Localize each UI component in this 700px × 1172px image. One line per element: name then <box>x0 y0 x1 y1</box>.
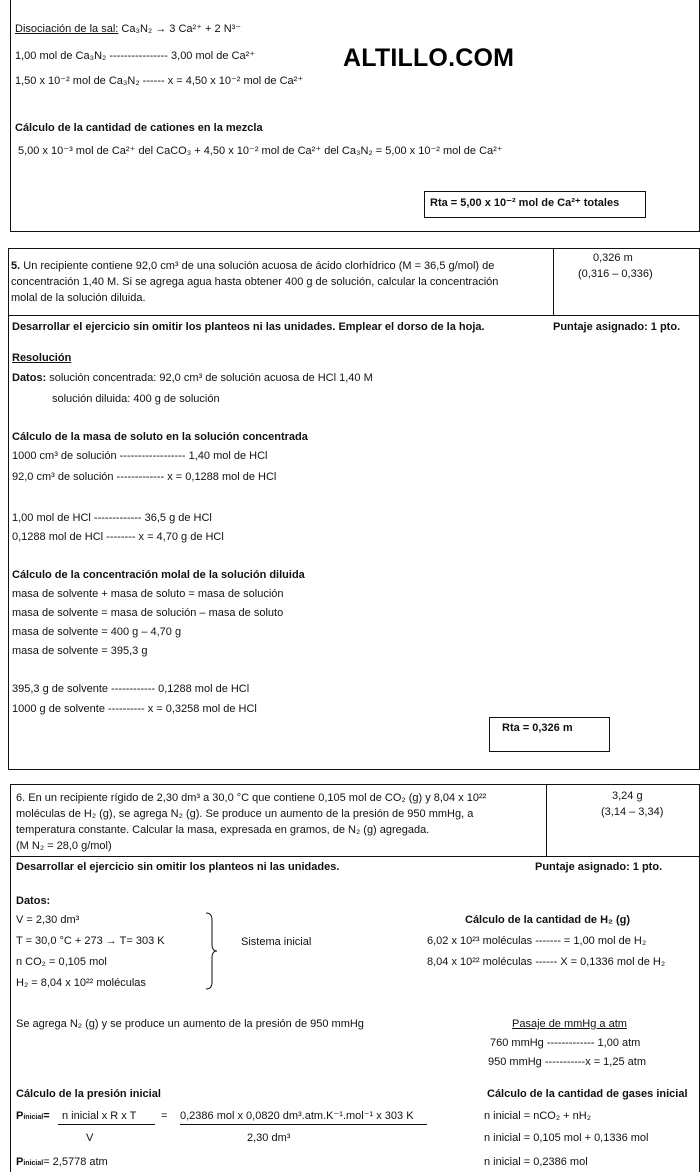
pressure-subscript: inicial <box>23 1114 44 1121</box>
initial-gases-line1: n inicial = nCO₂ + nH₂ <box>484 1110 591 1122</box>
initial-gases-line2: n inicial = 0,105 mol + 0,1336 mol <box>484 1132 649 1144</box>
fraction-denominator: V <box>86 1132 94 1144</box>
problem6-datos-4: H₂ = 8,04 x 10²² moléculas <box>16 977 146 989</box>
problem5-resolution-heading: Resolución <box>12 352 72 364</box>
pressure-symbol: P <box>16 1110 24 1122</box>
pressure-conversion-line2: 950 mmHg -----------x = 1,25 atm <box>488 1056 646 1068</box>
problem6-statement-line4: (M N₂ = 28,0 g/mol) <box>16 840 112 852</box>
initial-pressure-heading: Cálculo de la presión inicial <box>16 1088 161 1100</box>
problem5-datos-2: solución diluida: 400 g de solución <box>52 393 220 405</box>
problem6-datos-1: V = 2,30 dm³ <box>16 914 80 926</box>
problem5-range: (0,316 – 0,336) <box>578 268 653 280</box>
initial-gases-line3: n inicial = 0,2386 mol <box>484 1156 588 1168</box>
h2-line2: 8,04 x 10²² moléculas ------ X = 0,1336 mol de H₂ <box>427 956 666 968</box>
initial-pressure-symbol <box>16 1110 50 1124</box>
pressure-subscript-2: inicial <box>23 1160 44 1167</box>
site-logo: ALTILLO.COM <box>343 44 515 72</box>
h2-heading: Cálculo de la cantidad de H₂ (g) <box>465 914 631 926</box>
pressure-conversion-line1: 760 mmHg ------------- 1,00 atm <box>490 1037 641 1049</box>
initial-gases-heading: Cálculo de la cantidad de gases inicial <box>487 1088 688 1100</box>
problem6-datos-3: n CO₂ = 0,105 mol <box>16 956 107 968</box>
problem5-molal-line5: 395,3 g de solvente ------------ 0,1288 mol de HCl <box>12 683 250 695</box>
problem6-result: 3,24 g <box>612 790 643 802</box>
problem5-result-divider <box>553 248 554 315</box>
problem5-datos-line1 <box>12 372 373 386</box>
problem6-statement-line3: temperatura constante. Calcular la masa, expresada en gramos, de N₂ (g) agregada. <box>16 824 430 836</box>
problem5-mass-line4: 0,1288 mol de HCl -------- x = 4,70 g de HCl <box>12 531 224 543</box>
block1-answer: Rta = 5,00 x 10⁻² mol de Ca²⁺ totales <box>430 197 620 209</box>
fraction-bar-values <box>180 1124 427 1125</box>
problem5-molal-line6: 1000 g de solvente ---------- x = 0,3258 mol de HCl <box>12 703 257 715</box>
fraction-numerator: n inicial x R x T <box>62 1110 137 1122</box>
problem5-statement-line1: Un recipiente contiene 92,0 cm³ de una solución acuosa de ácido clorhídrico (M = 36,5 g/mol) de <box>23 260 495 272</box>
problem5-mass-line2: 92,0 cm³ de solución ------------- x = 0,1288 mol de HCl <box>12 471 277 483</box>
problem5-datos-1: solución concentrada: 92,0 cm³ de solución acuosa de HCl 1,40 M <box>49 372 373 384</box>
problem5-molal-line2: masa de solvente = masa de solución – masa de soluto <box>12 607 284 619</box>
pressure-result-value: = 2,5778 atm <box>43 1156 108 1168</box>
brace-icon <box>204 912 218 990</box>
problem6-range: (3,14 – 3,34) <box>601 806 664 818</box>
problem5-answer: Rta = 0,326 m <box>502 722 573 734</box>
problem5-molal-line1: masa de solvente + masa de soluto = masa de solución <box>12 588 284 600</box>
problem6-statement-line1: En un recipiente rígido de 2,30 dm³ a 30,0 °C que contiene 0,105 mol de CO₂ (g) y 8,04 x 10²² <box>28 792 487 804</box>
problem5-statement-line3: molal de la solución diluida. <box>11 292 146 304</box>
problem6-datos-label: Datos: <box>16 895 51 907</box>
dissociation-equation: Ca₃N₂ → 3 Ca²⁺ + 2 N³⁻ <box>121 23 242 35</box>
cations-heading: Cálculo de la cantidad de cationes en la mezcla <box>15 122 263 134</box>
problem6-header-divider <box>10 856 700 857</box>
h2-line1: 6,02 x 10²³ moléculas ------- = 1,00 mol de H₂ <box>427 935 647 947</box>
cations-sum-line: 5,00 x 10⁻³ mol de Ca²⁺ del CaCO₃ + 4,50 x 10⁻² mol de Ca²⁺ del Ca₃N₂ = 5,00 x 10⁻² mol de Ca²⁺ <box>18 145 503 157</box>
problem6-result-divider <box>546 784 547 856</box>
dissociation-label: Disociación de la sal: <box>15 23 119 35</box>
problem5-mass-line3: 1,00 mol de HCl ------------- 36,5 g de HCl <box>12 512 212 524</box>
problem5-statement-line2: concentración 1,40 M. Si se agrega agua hasta obtener 400 g de solución, calcular la concentración <box>11 276 499 288</box>
problem6-statement <box>16 790 486 854</box>
problem5-mass-heading: Cálculo de la masa de soluto en la solución concentrada <box>12 431 308 443</box>
fraction-bar <box>58 1124 155 1125</box>
problem5-header-divider <box>8 315 700 316</box>
problem5-statement <box>11 258 498 306</box>
pressure-conversion-heading: Pasaje de mmHg a atm <box>512 1018 627 1030</box>
initial-system-label: Sistema inicial <box>241 936 312 948</box>
pressure-symbol-2: P <box>16 1156 24 1168</box>
problem5-molal-heading: Cálculo de la concentración molal de la solución diluida <box>12 569 305 581</box>
second-equals: = <box>161 1110 168 1122</box>
problem6-instructions: Desarrollar el ejercicio sin omitir los planteos ni las unidades. <box>16 861 340 873</box>
problem5-datos-label: Datos: <box>12 372 47 384</box>
problem6-statement-line2: moléculas de H₂ (g), se agrega N₂ (g). Se produce un aumento de la presión de 950 mmHg, a <box>16 808 474 820</box>
problem5-molal-line4: masa de solvente = 395,3 g <box>12 645 148 657</box>
problem6-datos-2: T = 30,0 °C + 273 → T= 303 K <box>16 935 165 947</box>
problem5-score: Puntaje asignado: 1 pto. <box>553 321 681 333</box>
pressure-equals: = <box>43 1110 50 1122</box>
problem5-mass-line1: 1000 cm³ de solución ------------------ 1,40 mol de HCl <box>12 450 268 462</box>
problem6-score: Puntaje asignado: 1 pto. <box>535 861 663 873</box>
problem6-number: 6. <box>16 792 26 804</box>
initial-pressure-result <box>16 1156 108 1170</box>
problem5-instructions: Desarrollar el ejercicio sin omitir los planteos ni las unidades. Emplear el dorso de la hoja. <box>12 321 485 333</box>
stoich-line-2: 1,50 x 10⁻² mol de Ca₃N₂ ------ x = 4,50 x 10⁻² mol de Ca²⁺ <box>15 75 304 87</box>
fraction-numerator-values: 0,2386 mol x 0,0820 dm³.atm.K⁻¹.mol⁻¹ x 303 K <box>180 1110 414 1122</box>
dissociation-line <box>15 23 241 37</box>
problem5-result: 0,326 m <box>593 252 633 264</box>
stoich-line-1: 1,00 mol de Ca₃N₂ ---------------- 3,00 mol de Ca²⁺ <box>15 50 256 62</box>
fraction-denominator-values: 2,30 dm³ <box>247 1132 291 1144</box>
problem5-molal-line3: masa de solvente = 400 g – 4,70 g <box>12 626 182 638</box>
n2-added-line: Se agrega N₂ (g) y se produce un aumento de la presión de 950 mmHg <box>16 1018 364 1030</box>
problem5-number: 5. <box>11 260 21 272</box>
